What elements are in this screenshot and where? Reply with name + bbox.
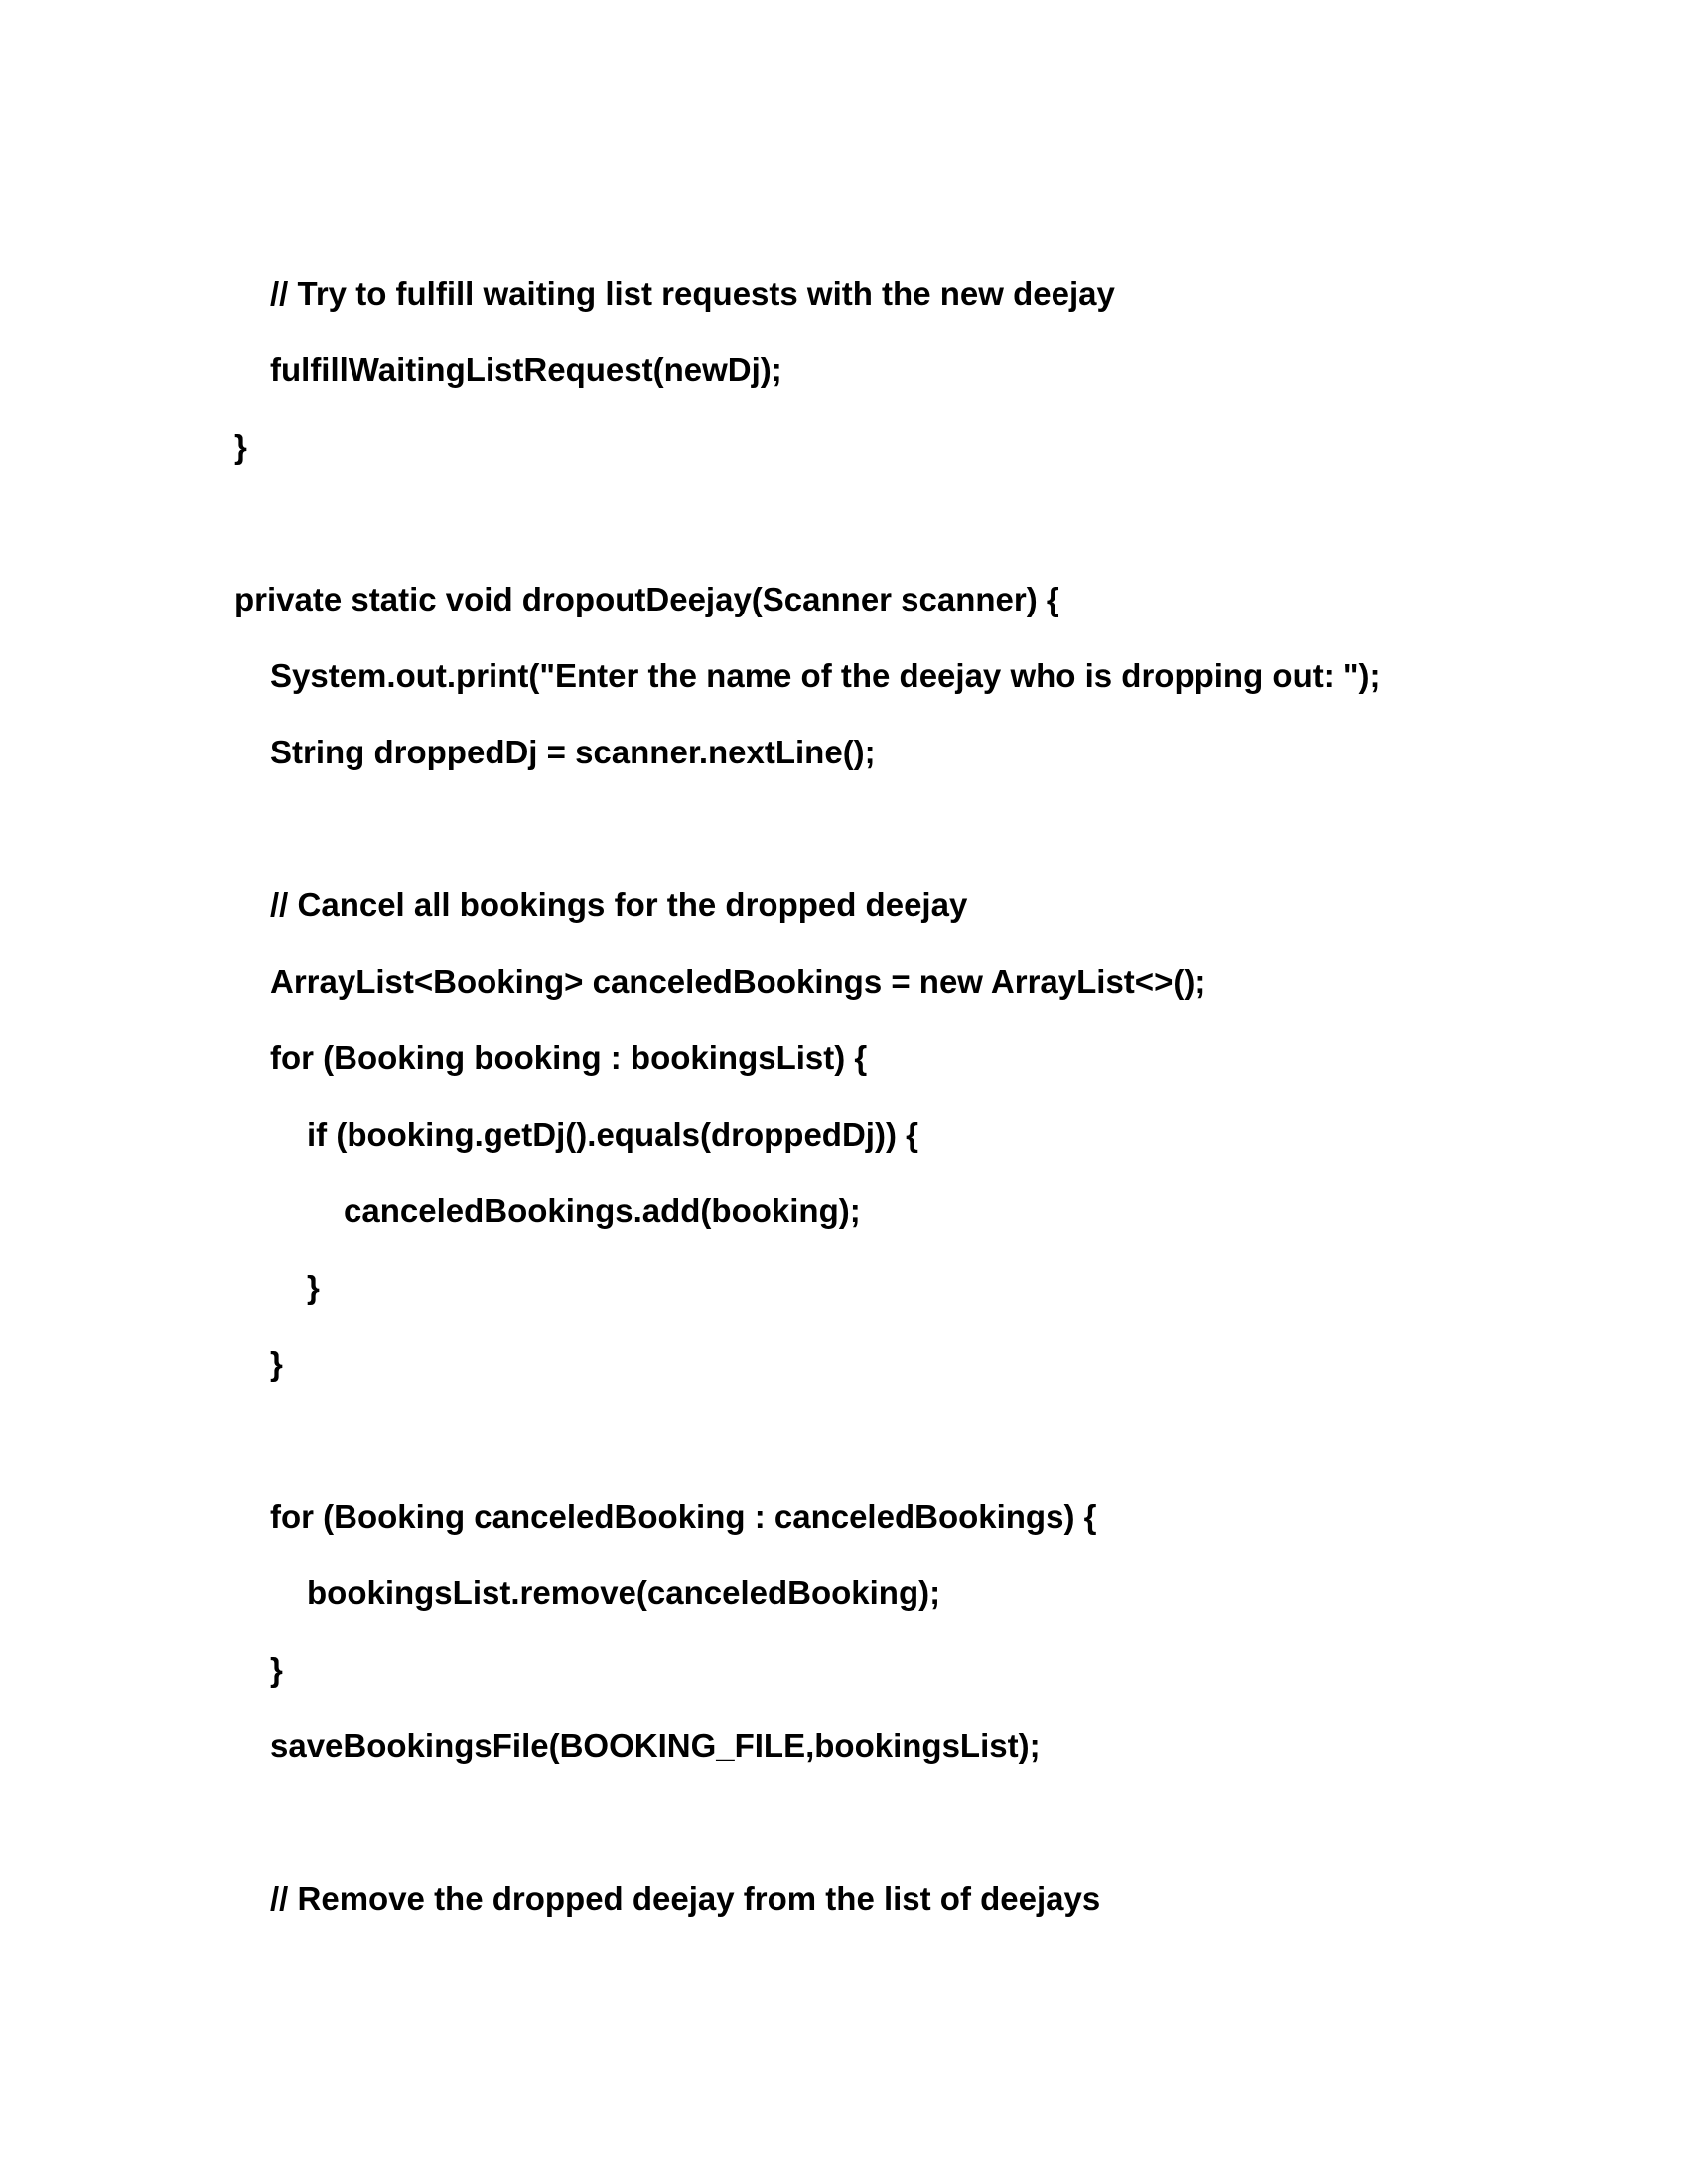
code-line: System.out.print("Enter the name of the deejay who is dropping out: "); bbox=[270, 657, 1381, 694]
code-line: private static void dropoutDeejay(Scanner scanner) { bbox=[234, 581, 1059, 617]
code-line: } bbox=[234, 428, 247, 465]
code-line: // Cancel all bookings for the dropped deejay bbox=[270, 887, 968, 923]
code-line: ArrayList<Booking> canceledBookings = new ArrayList<>(); bbox=[270, 963, 1206, 1000]
code-line: for (Booking booking : bookingsList) { bbox=[270, 1039, 868, 1076]
code-line: for (Booking canceledBooking : canceledBookings) { bbox=[270, 1498, 1097, 1535]
code-line: bookingsList.remove(canceledBooking); bbox=[307, 1574, 941, 1611]
code-line: fulfillWaitingListRequest(newDj); bbox=[270, 351, 782, 388]
code-line: } bbox=[270, 1651, 283, 1688]
code-line: if (booking.getDj().equals(droppedDj)) { bbox=[307, 1116, 918, 1153]
code-line: saveBookingsFile(BOOKING_FILE,bookingsList); bbox=[270, 1727, 1041, 1764]
code-line: } bbox=[270, 1345, 283, 1382]
code-line: } bbox=[307, 1269, 320, 1305]
code-line: String droppedDj = scanner.nextLine(); bbox=[270, 734, 876, 770]
code-line: // Try to fulfill waiting list requests with the new deejay bbox=[270, 275, 1115, 312]
code-line: // Remove the dropped deejay from the list of deejays bbox=[270, 1880, 1101, 1917]
code-line: canceledBookings.add(booking); bbox=[344, 1192, 861, 1229]
